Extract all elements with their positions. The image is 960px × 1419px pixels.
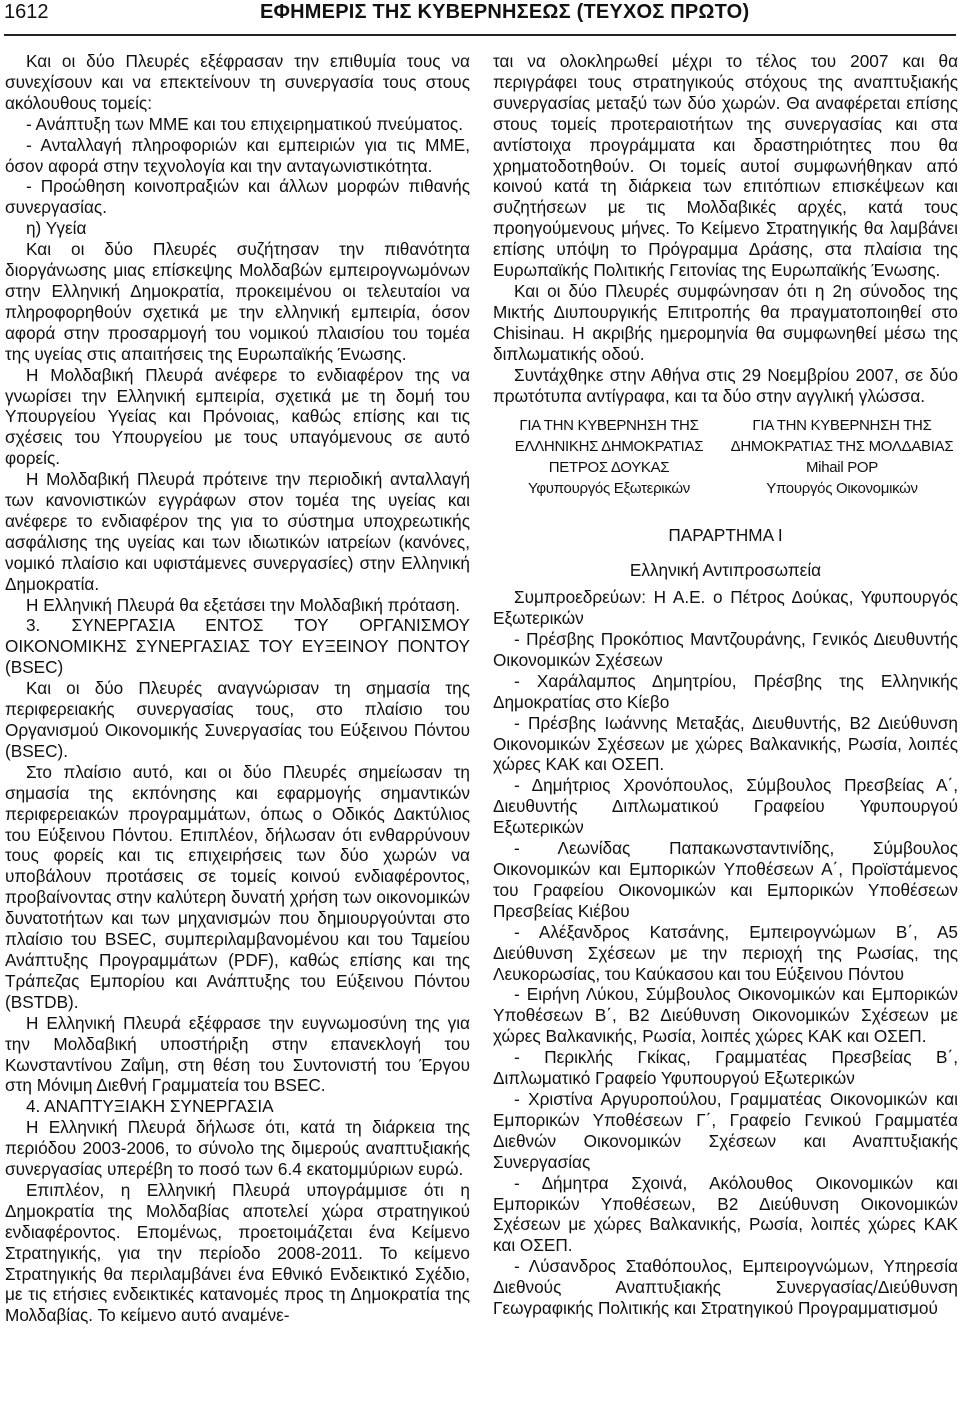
delegation-member: - Λύσανδρος Σταθόπουλος, Εμπειρογνώμων, Υπηρεσία Διεθνούς Αναπτυξιακής Συνεργασίας/Διεύθυνση Γεωγραφικής Πολιτικής και Στρατηγικού Προγραμματισμού [493,1256,958,1319]
delegation-member: - Λεωνίδας Παπακωνσταντινίδης, Σύμβουλος Οικονομικών και Εμπορικών Υποθέσεων Α΄, Προϊστάμενος του Γραφείου Οικονομικών και Εμπορικών Υποθέσεων Πρεσβείας Κιέβου [493,838,958,921]
page-number: 1612 [4,1,49,23]
paragraph: Και οι δύο Πλευρές συμφώνησαν ότι η 2η σύνοδος της Μικτής Διυπουργικής Επιτροπής θα πραγματοποιηθεί στο Chisinau. Η ακριβής ημερομηνία θα συμφωνηθεί μέσω της διπλωματικής οδού. [493,280,958,364]
delegation-member: - Περικλής Γκίκας, Γραμματέας Πρεσβείας Β΄, Διπλωματικό Γραφείο Υφυπουργού Εξωτερικών [493,1047,958,1089]
signature-block [493,415,958,499]
signatory-name: Mihail POP [805,459,879,477]
header-rule [4,34,956,36]
signature-greece [493,415,725,499]
paragraph: - Ανάπτυξη των ΜΜΕ και του επιχειρηματικού πνεύματος. [26,113,463,134]
annex-subtitle: Ελληνική Αντιπροσωπεία [629,560,822,581]
delegation-member: - Πρέσβης Προκόπιος Μαντζουράνης, Γενικός Διευθυντής Οικονομικών Σχέσεων [493,629,958,670]
paragraph: Η Ελληνική Πλευρά εξέφρασε την ευγνωμοσύνη της για την Μολδαβική υποστήριξη στην επανεκλογή του Κωνσταντίνου Ζαΐμη, στη θέση του Συντονιστή του Έργου στη Μόνιμη Διεθνή Γραμματεία του BSEC. [5,1012,470,1096]
paragraph: Η Ελληνική Πλευρά θα εξετάσει την Μολδαβική πρόταση. [26,594,461,615]
signature-moldova [726,415,958,499]
delegation-member: - Ειρήνη Λύκου, Σύμβουλος Οικονομικών και Εμπορικών Υποθέσεων Β΄, Β2 Διεύθυνση Οικονομικών Σχέσεων με χώρες Βαλκανικής, Ρωσία, λοιπές χώρες ΚΑΚ και ΟΣΕΠ. [493,984,958,1047]
delegation-member: - Χαράλαμπος Δημητρίου, Πρέσβης της Ελληνικής Δημοκρατίας στο Κίεβο [493,670,958,712]
paragraph: Η Μολδαβική Πλευρά ανέφερε το ενδιαφέρον της να γνωρίσει την Ελληνική εμπειρία, σχετικά με τη δομή του Υπουργείου Υγείας και Πρόνοιας, καθώς επίσης και τις σχέσεις του Υπουργείου με τους υπαγόμενους σε αυτό φορείς. [5,364,470,469]
signatory-name: ΠΕΤΡΟΣ ΔΟΥΚΑΣ [548,459,670,477]
paragraph: Η Μολδαβική Πλευρά πρότεινε την περιοδική ανταλλαγή των κανονιστικών εγγράφων στον τομέα της υγείας και ανέφερε το ενδιαφέρον της για το σύστημα υποχρεωτικής ασφάλισης της υγείας και των ιδιωτικών ιατρείων (κανόνες, νομικό πλαίσιο και υφιστάμενες συνεργασίες) στην Ελληνική Δημοκρατία. [5,469,470,594]
delegation-member: Συμπροεδρεύων: Η Α.Ε. ο Πέτρος Δούκας, Υφυπουργός Εξωτερικών [493,587,958,629]
left-column [5,51,470,1326]
delegation-member: - Χριστίνα Αργυροπούλου, Γραμματέας Οικονομικών και Εμπορικών Υποθέσεων Γ΄, Γραφείο Γενικού Γραμματέα Διεθνών Οικονομικών Σχέσεων και Αναπτυξιακής Συνεργασίας [493,1088,958,1172]
paragraph-continued: ται να ολοκληρωθεί μέχρι το τέλος του 2007 και θα περιγράφει τους στρατηγικούς στόχους της αναπτυξιακής συνεργασίας μεταξύ των δύο χωρών. Θα αναφέρεται επίσης στους τομείς προτεραιοτήτων της συνεργασίας και στα αντίστοιχα προγράμματα και δραστηριότητες που θα χρηματοδοτηθούν. Οι τομείς αυτοί συμφωνήθηκαν από κοινού κατά τη διάρκεια των επιτόπιων επισκέψεων και συζητήσεων με τις Μολδαβικές αρχές, κατά τους προηγούμενους μήνες. Το Κείμενο Στρατηγικής θα λαμβάνει επίσης υπόψη το Πρόγραμμα Δράσης, στα πλαίσια της Ευρωπαϊκής Πολιτικής Γειτονίας της Ευρωπαϊκής Ένωσης. [493,51,958,281]
delegation-member: - Αλέξανδρος Κατσάνης, Εμπειρογνώμων Β΄, Α5 Διεύθυνση Σχέσεων με την περιοχή της Ρωσίας, της Λευκορωσίας, του Καύκασου και του Εύξεινου Πόντου [493,921,958,984]
section-heading-health: η) Υγεία [26,218,87,239]
signature-line: ΓΙΑ ΤΗΝ ΚΥΒΕΡΝΗΣΗ ΤΗΣ [752,417,932,435]
page-header [0,0,960,32]
signature-line: ΕΛΛΗΝΙΚΗΣ ΔΗΜΟΚΡΑΤΙΑΣ [514,438,704,456]
section-heading-development: 4. ΑΝΑΠΤΥΞΙΑΚΗ ΣΥΝΕΡΓΑΣΙΑ [26,1096,274,1117]
running-title: ΕΦΗΜΕΡΙΣ ΤΗΣ ΚΥΒΕΡΝΗΣΕΩΣ (ΤΕΥΧΟΣ ΠΡΩΤΟ) [260,1,750,23]
paragraph: - Προώθηση κοινοπραξιών και άλλων μορφών πιθανής συνεργασίας. [5,176,470,218]
delegation-member: - Πρέσβης Ιωάννης Μεταξάς, Διευθυντής, Β2 Διεύθυνση Οικονομικών Σχέσεων με χώρες Βαλκανικής, Ρωσία, λοιπές χώρες ΚΑΚ και ΟΣΕΠ. [493,712,958,775]
paragraph: Στο πλαίσιο αυτό, και οι δύο Πλευρές σημείωσαν τη σημασία της εκπόνησης και εφαρμογής σημαντικών περιφερειακών προγραμμάτων, όπως ο Οδικός Δακτύλιος του Εύξεινου Πόντου. Επιπλέον, δήλωσαν ότι ενθαρρύνουν τους φορείς και τις επιχειρήσεις των δύο χωρών να υποβάλουν προτάσεις σε τομείς κοινού ενδιαφέροντος, προβαίνοντας στην καλύτερη δυνατή χρήση των οικονομικών δυνατοτήτων και των μηχανισμών που δημιουργούνται στο πλαίσιο του BSEC, συμπεριλαμβανομένου και του Ταμείου Ανάπτυξης Προγραμμάτων (PDF), καθώς επίσης και της Τράπεζας Εμπορίου και Ανάπτυξης του Εύξεινου Πόντου (BSTDB). [5,761,470,1012]
paragraph: Και οι δύο Πλευρές αναγνώρισαν τη σημασία της περιφερειακής συνεργασίας τους, στο πλαίσιο του Οργανισμού Οικονομικής Συνεργασίας του Εύξεινου Πόντου (BSEC). [5,678,470,761]
paragraph: Η Ελληνική Πλευρά δήλωσε ότι, κατά τη διάρκεια της περιόδου 2003-2006, το σύνολο της διμερούς αναπτυξιακής συνεργασίας υπερέβη το ποσό των 6.4 εκατομμύριων ευρώ. [5,1117,470,1180]
section-heading-bsec: 3. ΣΥΝΕΡΓΑΣΙΑ ΕΝΤΟΣ ΤΟΥ ΟΡΓΑΝΙΣΜΟΥ ΟΙΚΟΝΟΜΙΚΗΣ ΣΥΝΕΡΓΑΣΙΑΣ ΤΟΥ ΕΥΞΕΙΝΟΥ ΠΟΝΤΟΥ (BSEC) [5,615,470,678]
paragraph: Και οι δύο Πλευρές εξέφρασαν την επιθυμία τους να συνεχίσουν και να επεκτείνουν τη συνεργασία τους στους ακόλουθους τομείς: [5,51,470,113]
signatory-title: Υφυπουργός Εξωτερικών [528,480,690,498]
right-column [493,51,958,1319]
paragraph: Συντάχθηκε στην Αθήνα στις 29 Νοεμβρίου 2007, σε δύο πρωτότυπα αντίγραφα, και τα δύο στην αγγλική γλώσσα. [493,364,958,406]
signature-line: ΓΙΑ ΤΗΝ ΚΥΒΕΡΝΗΣΗ ΤΗΣ [519,417,699,435]
signatory-title: Υπουργός Οικονομικών [766,480,918,498]
paragraph: Και οι δύο Πλευρές συζήτησαν την πιθανότητα διοργάνωσης μιας επίσκεψης Μολδαβών εμπειρογνωμόνων στην Ελληνική Δημοκρατία, προκειμένου οι τελευταίοι να πληροφορηθούν σχετικά με την ελληνική εμπειρία, όσον αφορά στην προσαρμογή του νομικού πλαισίου του τομέα της υγείας στις απαιτήσεις της Ευρωπαϊκής Ένωσης. [5,239,470,364]
delegation-member: - Δημήτριος Χρονόπουλος, Σύμβουλος Πρεσβείας Α΄, Διευθυντής Διπλωματικού Γραφείου Υφυπουργού Εξωτερικών [493,775,958,838]
paragraph: - Ανταλλαγή πληροφοριών και εμπειριών για τις ΜΜΕ, όσον αφορά στην τεχνολογία και την ανταγωνιστικότητα. [5,134,470,176]
annex-title: ΠΑΡΑΡΤΗΜΑ Ι [668,525,783,546]
signature-line: ΔΗΜΟΚΡΑΤΙΑΣ ΤΗΣ ΜΟΛΔΑΒΙΑΣ [730,438,954,456]
delegation-member: - Δήμητρα Σχοινά, Ακόλουθος Οικονομικών και Εμπορικών Υποθέσεων, Β2 Διεύθυνση Οικονομικών Σχέσεων με χώρες Βαλκανικής, Ρωσία, λοιπές χώρες ΚΑΚ και ΟΣΕΠ. [493,1172,958,1256]
paragraph: Επιπλέον, η Ελληνική Πλευρά υπογράμμισε ότι η Δημοκρατία της Μολδαβίας αποτελεί χώρα στρατηγικού ενδιαφέροντος. Επομένως, προετοιμάζεται ένα Κείμενο Στρατηγικής, για την περίοδο 2008-2011. Το κείμενο Στρατηγικής θα περιλαμβάνει ένα Εθνικό Ενδεικτικό Σχέδιο, με τις ετήσιες ενδεικτικές κατανομές προς τη Δημοκρατία της Μολδαβίας. Το κείμενο αυτό αναμένε- [5,1179,470,1326]
